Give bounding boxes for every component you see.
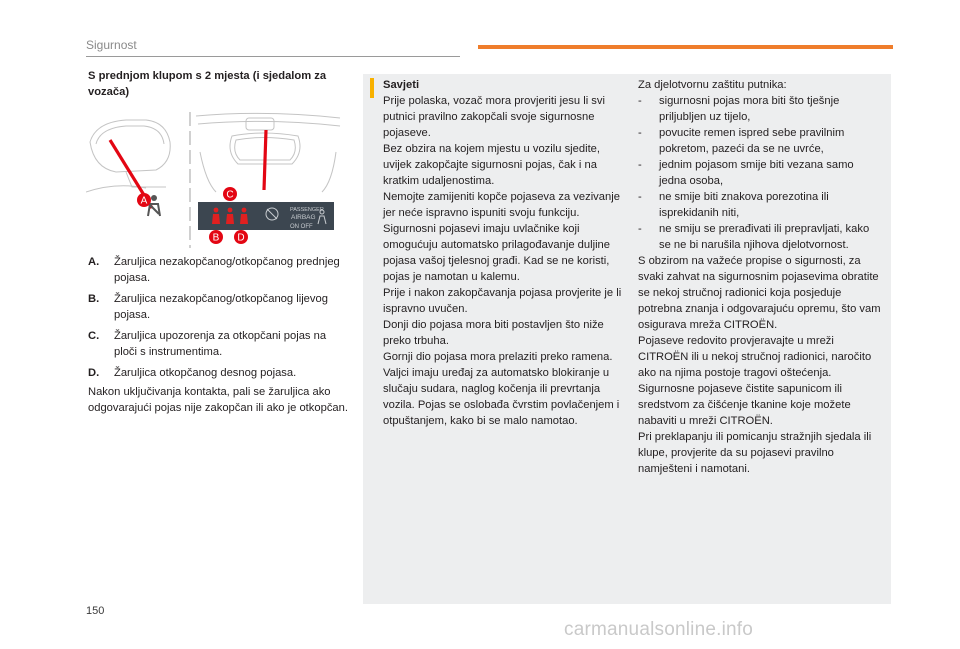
panel-text-3: ON OFF bbox=[290, 224, 313, 230]
definition-letter: B. bbox=[88, 293, 100, 305]
bullet-text: povucite remen ispred sebe pravilnim pokretom, pazeći da se ne uvrće, bbox=[659, 127, 845, 155]
bullet-dash: - bbox=[638, 159, 642, 171]
definition-text: Žaruljica upozorenja za otkopčani pojas na ploči s instrumentima. bbox=[114, 330, 327, 358]
bullet-dash: - bbox=[638, 127, 642, 139]
seatbelt-icons-panel bbox=[212, 208, 248, 224]
tip-paragraph: Prije i nakon zakopčavanja pojasa provjerite je li ispravno uvučen. bbox=[383, 287, 622, 315]
bullet-dash: - bbox=[638, 95, 642, 107]
watermark: carmanualsonline.info bbox=[564, 619, 754, 640]
bullet-item bbox=[638, 93, 884, 125]
tip-paragraph: S obzirom na važeće propise o sigurnosti, za svaki zahvat na sigurnosnim pojasevima obratite se nekoj stručnoj radionici koja posjeduje potrebna znanja i odgovarajuću opremu, što vam osigurava mreža CITROËN. bbox=[638, 255, 881, 331]
tip-paragraph: Donji dio pojasa mora biti postavljen što niže preko trbuha. bbox=[383, 319, 604, 347]
bullet-text: sigurnosni pojas mora biti što tješnje priljubljen uz tijelo, bbox=[659, 95, 840, 123]
label-c: C bbox=[226, 189, 234, 201]
header-rule-grey bbox=[86, 56, 460, 57]
header-rule-orange bbox=[478, 45, 893, 49]
tip-paragraph: Valjci imaju uređaj za automatsko blokiranje u slučaju sudara, naglog kočenja ili prevrtanja vozila. Pojas se oslobađa čvrstim povlačenjem i otpuštanjem, kako bi se malo namotao. bbox=[383, 367, 620, 427]
bullet-item bbox=[638, 189, 884, 221]
definition-text: Žaruljica nezakopčanog/otkopčanog prednjeg pojasa. bbox=[114, 256, 340, 284]
tip-paragraph: Prije polaska, vozač mora provjeriti jesu li svi putnici pravilno zakopčali svoje sigurnosne pojaseve. bbox=[383, 95, 605, 139]
definition-letter: D. bbox=[88, 367, 100, 379]
ignition-note: Nakon uključivanja kontakta, pali se žaruljica ako odgovarajući pojas nije zakopčan ili ako je otkopčan. bbox=[88, 386, 348, 414]
tip-title: Savjeti bbox=[383, 79, 420, 91]
tip-column-2 bbox=[638, 77, 884, 477]
tip-paragraph: Nemojte zamijeniti kopče pojaseva za vezivanje jer neće ispravno ispuniti svoju funkciju. bbox=[383, 191, 620, 219]
definition-text: Žaruljica nezakopčanog/otkopčanog lijevog pojasa. bbox=[114, 293, 328, 321]
bullet-text: ne smije biti znakova porezotina ili isprekidanih niti, bbox=[659, 191, 829, 219]
bullet-item bbox=[638, 125, 884, 157]
tip-paragraph: Gornji dio pojasa mora prelaziti preko ramena. bbox=[383, 351, 613, 363]
bullet-item bbox=[638, 221, 884, 253]
tip-paragraph: Pri preklapanju ili pomicanju stražnjih sjedala ili klupe, provjerite da su pojasevi pravilno namješteni i namotani. bbox=[638, 431, 872, 475]
bullet-dash: - bbox=[638, 191, 642, 203]
definition-row bbox=[88, 291, 350, 323]
definition-list bbox=[88, 254, 350, 386]
tip-paragraph: Sigurnosne pojaseve čistite sapunicom ili sredstvom za čišćenje tkanine koje možete nabaviti u mreži CITROËN. bbox=[638, 383, 851, 427]
panel-text-2: AIRBAG bbox=[291, 214, 316, 221]
marker-line-c bbox=[264, 130, 266, 190]
bullet-item bbox=[638, 157, 884, 189]
label-a: A bbox=[140, 195, 148, 207]
label-d: D bbox=[237, 232, 245, 244]
definition-row bbox=[88, 254, 350, 286]
section-title: Sigurnost bbox=[86, 38, 137, 52]
panel-text-1: PASSENGER bbox=[290, 207, 324, 213]
label-b: B bbox=[212, 232, 220, 244]
tip-paragraph: Bez obzira na kojem mjestu u vozilu sjedite, uvijek zakopčajte sigurnosni pojas, čak i na kratkim udaljenostima. bbox=[383, 143, 601, 187]
instrument-cluster-drawing bbox=[86, 120, 170, 192]
tip-column-1 bbox=[383, 77, 629, 429]
definition-text: Žaruljica otkopčanog desnog pojasa. bbox=[114, 367, 297, 379]
dashboard-illustration bbox=[86, 112, 342, 248]
definition-row bbox=[88, 328, 350, 360]
bullet-dash: - bbox=[638, 223, 642, 235]
page-number: 150 bbox=[86, 605, 105, 617]
bullet-text: jednim pojasom smije biti vezana samo jedna osoba, bbox=[659, 159, 854, 187]
tip-intro: Za djelotvornu zaštitu putnika: bbox=[638, 79, 787, 91]
sub-heading: S prednjom klupom s 2 mjesta (i sjedalom za vozača) bbox=[88, 70, 327, 98]
bullet-text: ne smiju se prerađivati ili prepravljati, kako se ne bi narušila njihova djelotvornost. bbox=[659, 223, 870, 251]
definition-letter: C. bbox=[88, 330, 100, 342]
definition-letter: A. bbox=[88, 256, 100, 268]
mirror-area-drawing bbox=[196, 113, 340, 192]
tip-accent-bar bbox=[370, 78, 374, 98]
tip-paragraph: Pojaseve redovito provjeravajte u mreži CITROËN ili u nekoj stručnoj radionici, naročito ako na njima postoje tragovi oštećenja. bbox=[638, 335, 872, 379]
tip-paragraph: Sigurnosni pojasevi imaju uvlačnike koji omogućuju automatsko prilagođavanje duljine pojasa vašoj tjelesnoj građi. Kad se ne koristi, pojas je namotan u kalemu. bbox=[383, 223, 611, 283]
definition-row bbox=[88, 365, 350, 381]
